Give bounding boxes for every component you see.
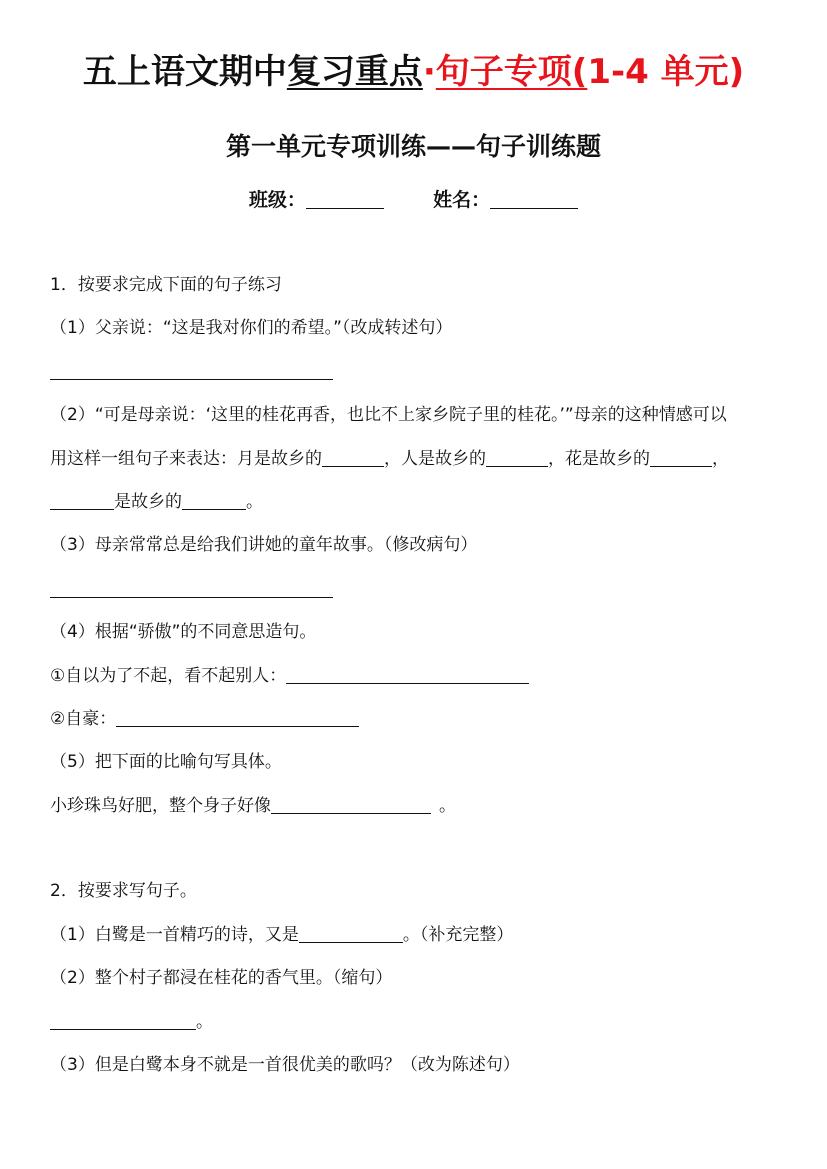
title-dot: ·: [422, 52, 436, 92]
q1-s4-a-text: ①自以为了不起，看不起别人：: [50, 666, 287, 686]
q1-s2-line3: [50, 490, 263, 514]
name-blank[interactable]: [490, 188, 578, 209]
q2-s1-text-a: （1）白鹭是一首精巧的诗，又是: [50, 925, 299, 945]
q1-s2-blank-5[interactable]: [182, 492, 246, 510]
q1-s2-text-a: 用这样一组句子来表达：月是故乡的: [50, 449, 322, 469]
q2-header: 2．按要求写句子。: [50, 881, 197, 901]
q1-s3: （3）母亲常常总是给我们讲她的童年故事。（修改病句）: [50, 535, 478, 555]
q1-s2-text-f: 。: [246, 492, 263, 512]
q2-s3: （3）但是白鹭本身不就是一首很优美的歌吗？（改为陈述句）: [50, 1055, 520, 1075]
q1-s2-blank-1[interactable]: [322, 449, 384, 467]
q1-s3-answer-line[interactable]: [50, 597, 333, 598]
q1-s2-blank-4[interactable]: [50, 492, 114, 510]
q2-s1-blank[interactable]: [299, 925, 403, 943]
q2-s1: [50, 923, 513, 947]
q1-s5-a: [50, 794, 456, 818]
q1-s2-text-d: ，: [712, 449, 729, 469]
q1-s4: （4）根据“骄傲”的不同意思造句。: [50, 622, 317, 642]
q1-s2-text-b: ，人是故乡的: [384, 449, 486, 469]
q1-s4-b-blank[interactable]: [116, 709, 359, 727]
name-label: 姓名：: [433, 189, 491, 211]
q1-s5-a-text: 小珍珠鸟好肥，整个身子好像: [50, 796, 271, 816]
class-blank[interactable]: [306, 188, 384, 209]
q1-s2-blank-3[interactable]: [650, 449, 712, 467]
q2-s2: （2）整个村子都浸在桂花的香气里。（缩句）: [50, 968, 393, 988]
q1-s4-b: [50, 707, 359, 731]
q1-s1-answer-line[interactable]: [50, 379, 333, 380]
q1-s2-blank-2[interactable]: [486, 449, 548, 467]
q2-s2-end: 。: [196, 1012, 213, 1032]
q1-header: 1．按要求完成下面的句子练习: [50, 275, 282, 295]
q2-s1-text-b: 。（补充完整）: [402, 925, 514, 945]
q1-s5-end: 。: [439, 796, 456, 816]
q1-s4-b-text: ②自豪：: [50, 709, 117, 729]
q2-s2-answer: [50, 1010, 213, 1034]
q2-s2-blank[interactable]: [50, 1012, 196, 1030]
q1-s2-text-c: ，花是故乡的: [548, 449, 650, 469]
class-name-row: [0, 185, 827, 212]
title-part-2: 复习重点: [286, 52, 423, 92]
q1-s4-a: [50, 664, 529, 688]
q1-s2-text-e: 是故乡的: [114, 492, 182, 512]
q1-s5-blank[interactable]: [271, 796, 431, 814]
title-part-4: 1-4 单元): [587, 52, 745, 92]
q1-s5: （5）把下面的比喻句写具体。: [50, 752, 282, 772]
q1-s2-line2: [50, 447, 729, 471]
q1-s4-a-blank[interactable]: [286, 666, 529, 684]
title-part-3: 句子专项(: [435, 52, 588, 92]
document-subtitle: 第一单元专项训练——句子训练题: [225, 132, 601, 161]
title-part-1: 五上语文期中: [82, 52, 287, 92]
q1-s1: （1）父亲说：“这是我对你们的希望。”（改成转述句）: [50, 318, 453, 338]
class-label: 班级：: [248, 189, 306, 211]
document-title: [0, 44, 827, 93]
q1-s2-line1: （2）“可是母亲说：‘这里的桂花再香，也比不上家乡院子里的桂花。’”母亲的这种情感可以: [50, 405, 727, 425]
